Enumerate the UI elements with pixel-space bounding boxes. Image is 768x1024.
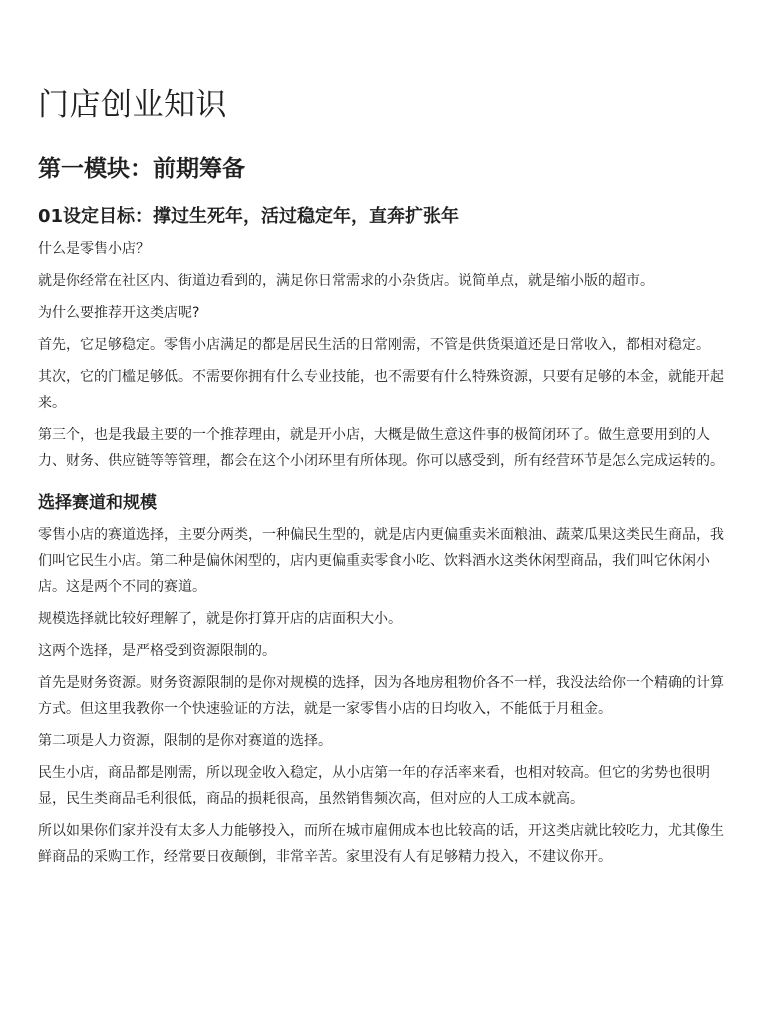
paragraph: 首先，它足够稳定。零售小店满足的都是居民生活的日常刚需，不管是供货渠道还是日常收入，都相对稳定。 [38, 337, 710, 353]
paragraph: 首先是财务资源。财务资源限制的是你对规模的选择，因为各地房租物价各不一样，我没法给你一个精确的计算方式。但这里我教你一个快速验证的方法，就是一家零售小店的日均收入，不能低于月租金。 [38, 675, 724, 717]
section-track-body [38, 522, 730, 870]
section-goal-body [38, 236, 730, 474]
paragraph: 第三个，也是我最主要的一个推荐理由，就是开小店，大概是做生意这件事的极简闭环了。做生意要用到的人力、财务、供应链等等管理，都会在这个小闭环里有所体现。你可以感受到，所有经营环节是怎么完成运转的。 [38, 427, 724, 469]
paragraph: 所以如果你们家并没有太多人力能够投入，而所在城市雇佣成本也比较高的话，开这类店就比较吃力，尤其像生鲜商品的采购工作，经常要日夜颠倒，非常辛苦。家里没有人有足够精力投入，不建议你开。 [38, 823, 724, 865]
section-heading-goal: 01设定目标：撑过生死年，活过稳定年，直奔扩张年 [38, 206, 460, 227]
paragraph: 第二项是人力资源，限制的是你对赛道的选择。 [38, 733, 332, 749]
paragraph: 这两个选择，是严格受到资源限制的。 [38, 643, 276, 659]
paragraph: 零售小店的赛道选择，主要分两类，一种偏民生型的，就是店内更偏重卖米面粮油、蔬菜瓜果这类民生商品，我们叫它民生小店。第二种是偏休闲型的，店内更偏重卖零食小吃、饮料酒水这类休闲型商品，我们叫它休闲小店。这是两个不同的赛道。 [38, 527, 724, 595]
paragraph: 其次，它的门槛足够低。不需要你拥有什么专业技能，也不需要有什么特殊资源，只要有足够的本金，就能开起来。 [38, 369, 724, 411]
paragraph: 什么是零售小店？ [38, 241, 150, 257]
paragraph: 规模选择就比较好理解了，就是你打算开店的店面积大小。 [38, 611, 402, 627]
section-heading-track: 选择赛道和规模 [38, 493, 157, 513]
document-title: 门店创业知识 [38, 87, 227, 123]
paragraph: 为什么要推荐开这类店呢? [38, 305, 200, 321]
module-heading: 第一模块：前期筹备 [38, 156, 245, 182]
paragraph: 就是你经常在社区内、街道边看到的，满足你日常需求的小杂货店。说简单点，就是缩小版的超市。 [38, 273, 654, 289]
paragraph: 民生小店，商品都是刚需，所以现金收入稳定，从小店第一年的存活率来看，也相对较高。但它的劣势也很明显，民生类商品毛利很低，商品的损耗很高，虽然销售频次高，但对应的人工成本就高。 [38, 765, 710, 807]
